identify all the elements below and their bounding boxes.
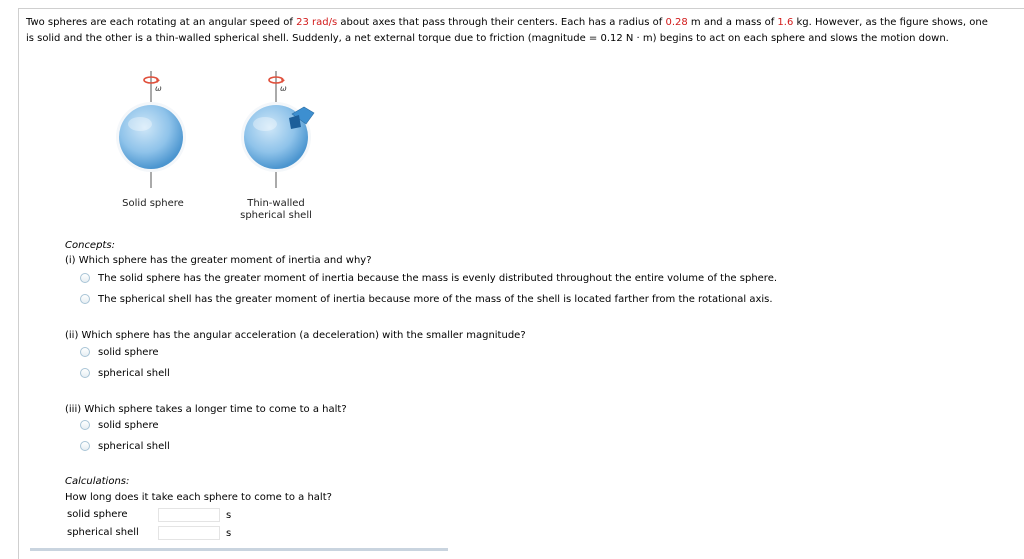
text-segment: about axes that pass through their centers. Each has a radius of <box>337 17 666 28</box>
omega-symbol-solid: ω <box>155 84 162 93</box>
option-label: The spherical shell has the greater moment of inertia because more of the mass of the shell is located farther from the rotational axis. <box>98 293 773 305</box>
radio-button[interactable] <box>80 368 90 378</box>
q1-option-solid[interactable] <box>80 271 777 285</box>
option-label: The solid sphere has the greater moment of inertia because the mass is evenly distributed throughout the entire volume of the sphere. <box>98 272 778 284</box>
question-1: (i) Which sphere has the greater moment of inertia and why? <box>65 255 372 266</box>
option-label: spherical shell <box>98 367 170 379</box>
caption-solid: Solid sphere <box>122 198 184 209</box>
question-3: (iii) Which sphere takes a longer time to come to a halt? <box>65 404 347 415</box>
q2-option-shell[interactable] <box>80 366 170 380</box>
radio-button[interactable] <box>80 294 90 304</box>
calc-label-solid: solid sphere <box>67 509 128 520</box>
text-segment: m and a mass of <box>687 17 778 28</box>
q1-option-shell[interactable] <box>80 292 773 306</box>
caption-shell-line2: spherical shell <box>240 210 312 221</box>
solid-sphere-time-input[interactable] <box>158 508 220 522</box>
spherical-shell-time-input[interactable] <box>158 526 220 540</box>
q3-option-shell[interactable] <box>80 439 170 453</box>
concepts-heading: Concepts: <box>65 240 115 251</box>
q2-option-solid[interactable] <box>80 345 159 359</box>
spheres-figure <box>100 66 340 231</box>
caption-shell <box>230 198 322 222</box>
calc-label-shell: spherical shell <box>67 527 139 538</box>
problem-statement <box>26 15 1024 47</box>
problem-line-1 <box>26 15 1024 31</box>
caption-shell-line1: Thin-walled <box>247 198 305 209</box>
unit-solid: s <box>226 510 232 521</box>
radio-button[interactable] <box>80 273 90 283</box>
mass-value: 1.6 <box>777 17 794 28</box>
calculations-heading: Calculations: <box>65 476 130 487</box>
option-label: spherical shell <box>98 440 170 452</box>
text-segment: kg. However, as the figure shows, one <box>793 17 988 28</box>
unit-shell: s <box>226 528 232 539</box>
shell-sphere-graphic <box>241 71 314 188</box>
option-label: solid sphere <box>98 419 159 431</box>
omega-symbol-shell: ω <box>280 84 287 93</box>
radio-button[interactable] <box>80 441 90 451</box>
omega-value: 23 rad/s <box>296 17 338 28</box>
radio-button[interactable] <box>80 347 90 357</box>
problem-line-2: is solid and the other is a thin-walled spherical shell. Suddenly, a net external torque due to friction (magnitude = 0.12 N · m) begins to act on each sphere and slows the motion down. <box>26 33 949 44</box>
question-2: (ii) Which sphere has the angular acceleration (a deceleration) with the smaller magnitude? <box>65 330 526 341</box>
text-segment: Two spheres are each rotating at an angular speed of <box>26 17 297 28</box>
radio-button[interactable] <box>80 420 90 430</box>
option-label: solid sphere <box>98 346 159 358</box>
q3-option-solid[interactable] <box>80 418 159 432</box>
calculations-question: How long does it take each sphere to come to a halt? <box>65 492 332 503</box>
radius-value: 0.28 <box>665 17 688 28</box>
solid-sphere-graphic <box>116 71 186 188</box>
